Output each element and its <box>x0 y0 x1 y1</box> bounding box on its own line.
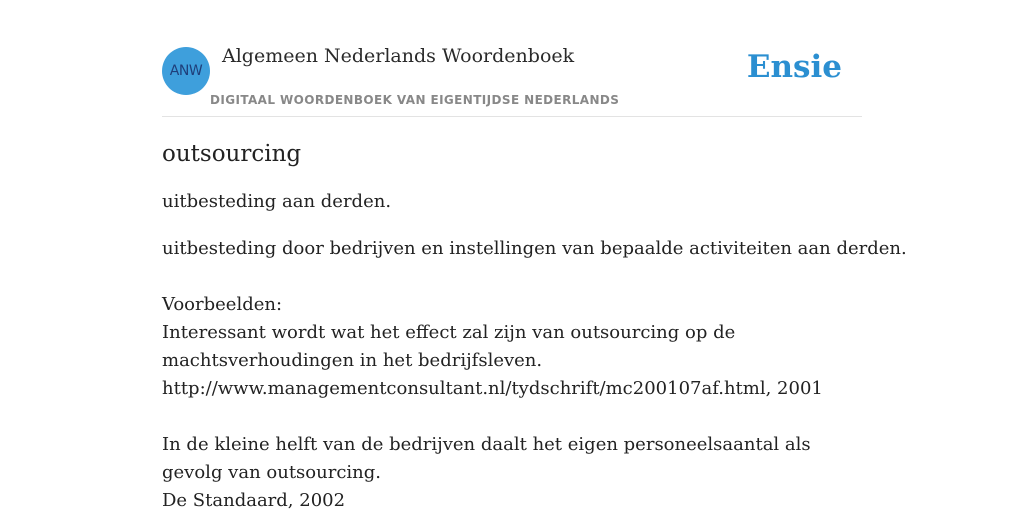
site-subtitle: DIGITAAL WOORDENBOEK VAN EIGENTIJDSE NEDERLANDS <box>210 93 620 107</box>
example-quote: Interessant wordt wat het effect zal zijn van outsourcing op de machtsverhoudingen in het bedrijfsleven. <box>162 322 736 371</box>
example-source: http://www.managementconsultant.nl/tydschrift/mc200107af.html, 2001 <box>162 378 823 399</box>
example-source: De Standaard, 2002 <box>162 490 346 511</box>
site-header <box>162 0 862 117</box>
anw-logo[interactable]: ANW <box>162 47 210 95</box>
site-title[interactable]: Algemeen Nederlands Woordenboek <box>222 45 575 67</box>
entry-content <box>162 138 907 512</box>
example-quote: In de kleine helft van de bedrijven daalt het eigen personeelsaantal als gevolg van outsourcing. <box>162 434 811 483</box>
long-definition: uitbesteding door bedrijven en instellingen van bepaalde activiteiten aan derden. <box>162 238 907 259</box>
examples-heading: Voorbeelden: <box>162 294 283 315</box>
short-definition: uitbesteding aan derden. <box>162 191 392 212</box>
entry-headword: outsourcing <box>162 141 302 167</box>
example-item <box>162 431 872 512</box>
ensie-logo[interactable]: Ensie <box>746 49 842 85</box>
example-item <box>162 319 872 403</box>
